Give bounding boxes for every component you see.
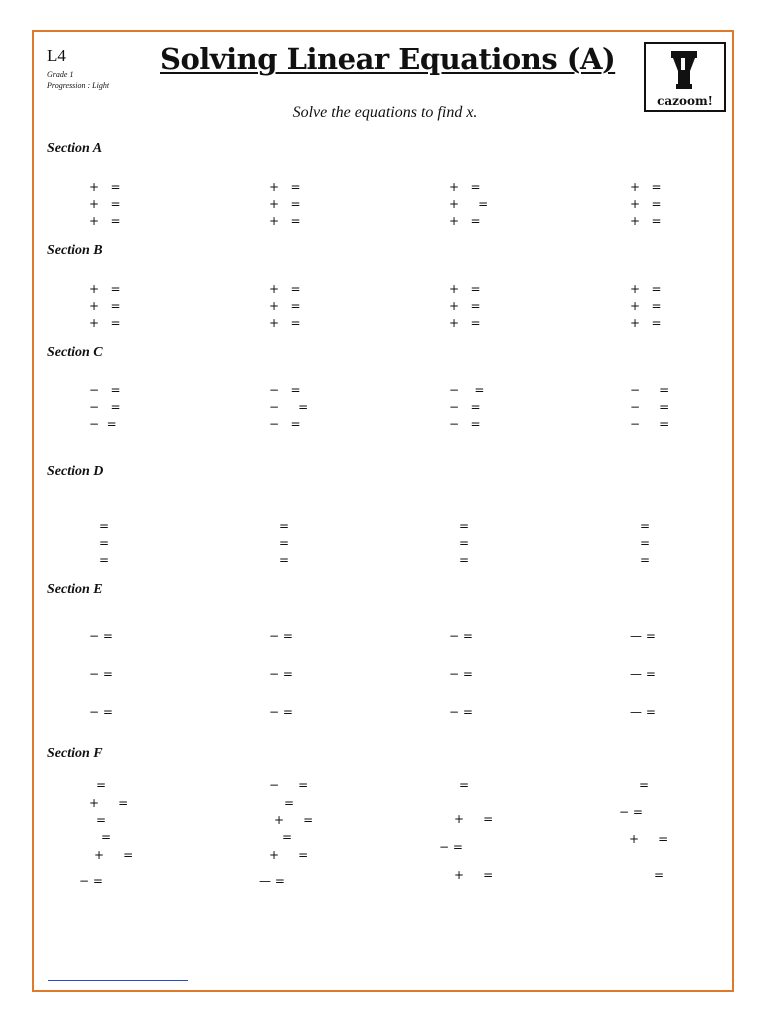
equation-s3-r2-c1: = (279, 553, 290, 567)
equation-s5-c1-r0: − = (269, 778, 309, 792)
equation-s5-c2-r3: + = (454, 868, 494, 882)
equation-s2-r1-c2: − = (449, 400, 481, 414)
equation-s5-c2-r2: − = (439, 840, 463, 854)
equation-s5-c0-r1: + = (89, 796, 129, 810)
equation-s3-r2-c3: = (640, 553, 651, 567)
equation-s2-r1-c1: − = (269, 400, 309, 414)
equation-s4-r1-c1: − = (269, 667, 293, 681)
equation-s5-c1-r2: + = (274, 813, 314, 827)
equation-s2-r0-c0: − = (89, 383, 121, 397)
equation-s0-r0-c0: + = (89, 180, 121, 194)
equation-s3-r1-c2: = (459, 536, 470, 550)
cazoom-logo (644, 42, 726, 112)
section-a-label: Section A (47, 141, 103, 156)
equation-s2-r2-c2: − = (449, 417, 481, 431)
equation-s0-r1-c1: + = (269, 197, 301, 211)
section-b-label: Section B (47, 243, 103, 258)
equation-s0-r0-c3: + = (630, 180, 662, 194)
worksheet-page (32, 30, 734, 992)
equation-s1-r2-c2: + = (449, 316, 481, 330)
equation-s1-r1-c2: + = (449, 299, 481, 313)
equation-s4-r0-c2: − = (449, 629, 473, 643)
equation-s5-c0-r2: = (96, 813, 107, 827)
equation-s3-r2-c0: = (99, 553, 110, 567)
equation-s5-c0-r5: − = (79, 874, 103, 888)
equation-s1-r1-c0: + = (89, 299, 121, 313)
equation-s4-r1-c2: − = (449, 667, 473, 681)
equation-s1-r0-c1: + = (269, 282, 301, 296)
equation-s4-r2-c1: − = (269, 705, 293, 719)
equation-s5-c2-r1: + = (454, 812, 494, 826)
section-e-label: Section E (47, 582, 103, 597)
equation-s3-r0-c0: = (99, 519, 110, 533)
equation-s4-r2-c0: − = (89, 705, 113, 719)
equation-s1-r2-c3: + = (630, 316, 662, 330)
equation-s3-r1-c1: = (279, 536, 290, 550)
page-title: Solving Linear Equations (A) (160, 42, 616, 76)
equation-s5-c1-r5: — = (259, 874, 285, 888)
equation-s1-r0-c0: + = (89, 282, 121, 296)
equation-s2-r1-c3: − = (630, 400, 670, 414)
equation-s0-r1-c3: + = (630, 197, 662, 211)
equation-s0-r1-c2: + = (449, 197, 489, 211)
equation-s5-c3-r1: − = (619, 805, 643, 819)
section-d-label: Section D (47, 464, 104, 479)
equation-s1-r1-c3: + = (630, 299, 662, 313)
equation-s2-r0-c2: − = (449, 383, 485, 397)
equation-s2-r0-c3: − = (630, 383, 670, 397)
equation-s4-r2-c2: − = (449, 705, 473, 719)
equation-s2-r2-c0: − = (89, 417, 117, 431)
equation-s5-c3-r2: + = (629, 832, 669, 846)
equation-s0-r2-c3: + = (630, 214, 662, 228)
equation-s3-r0-c2: = (459, 519, 470, 533)
equation-s4-r0-c3: — = (630, 629, 656, 643)
progression-label: Progression : Light (47, 81, 110, 90)
equation-s4-r1-c0: − = (89, 667, 113, 681)
equation-s3-r1-c0: = (99, 536, 110, 550)
equation-s2-r0-c1: − = (269, 383, 301, 397)
equation-s0-r2-c2: + = (449, 214, 481, 228)
equation-s0-r1-c0: + = (89, 197, 121, 211)
equation-s3-r0-c3: = (640, 519, 651, 533)
equation-s5-c2-r0: = (459, 778, 470, 792)
equation-s0-r0-c2: + = (449, 180, 481, 194)
equation-s3-r2-c2: = (459, 553, 470, 567)
equation-s5-c3-r0: = (639, 778, 650, 792)
section-c-label: Section C (47, 345, 103, 360)
grade-label: Grade 1 (47, 70, 74, 79)
equation-s4-r0-c0: − = (89, 629, 113, 643)
equation-s0-r2-c0: + = (89, 214, 121, 228)
equation-s5-c1-r3: = (282, 830, 293, 844)
equation-s3-r0-c1: = (279, 519, 290, 533)
equation-s5-c0-r4: + = (94, 848, 134, 862)
equation-s5-c3-r3: = (654, 868, 665, 882)
equation-s0-r2-c1: + = (269, 214, 301, 228)
equation-s2-r2-c1: − = (269, 417, 301, 431)
equation-s5-c0-r0: = (96, 778, 107, 792)
equation-s1-r2-c1: + = (269, 316, 301, 330)
section-f-label: Section F (47, 746, 103, 761)
equation-s4-r2-c3: — = (630, 705, 656, 719)
equation-s3-r1-c3: = (640, 536, 651, 550)
equation-s0-r0-c1: + = (269, 180, 301, 194)
instructions: Solve the equations to find x. (292, 104, 478, 121)
equation-s1-r2-c0: + = (89, 316, 121, 330)
equation-s1-r0-c2: + = (449, 282, 481, 296)
equation-s4-r0-c1: − = (269, 629, 293, 643)
equation-s5-c1-r1: = (284, 796, 295, 810)
logo-text: cazoom! (657, 94, 713, 108)
equation-s1-r1-c1: + = (269, 299, 301, 313)
equation-s2-r2-c3: − = (630, 417, 670, 431)
equation-s2-r1-c0: − = (89, 400, 121, 414)
equation-s5-c1-r4: + = (269, 848, 309, 862)
equation-s5-c0-r3: = (101, 830, 112, 844)
footer-link-line[interactable] (48, 980, 188, 981)
equation-s1-r0-c3: + = (630, 282, 662, 296)
equation-s4-r1-c3: — = (630, 667, 656, 681)
level-label: L4 (47, 46, 66, 65)
